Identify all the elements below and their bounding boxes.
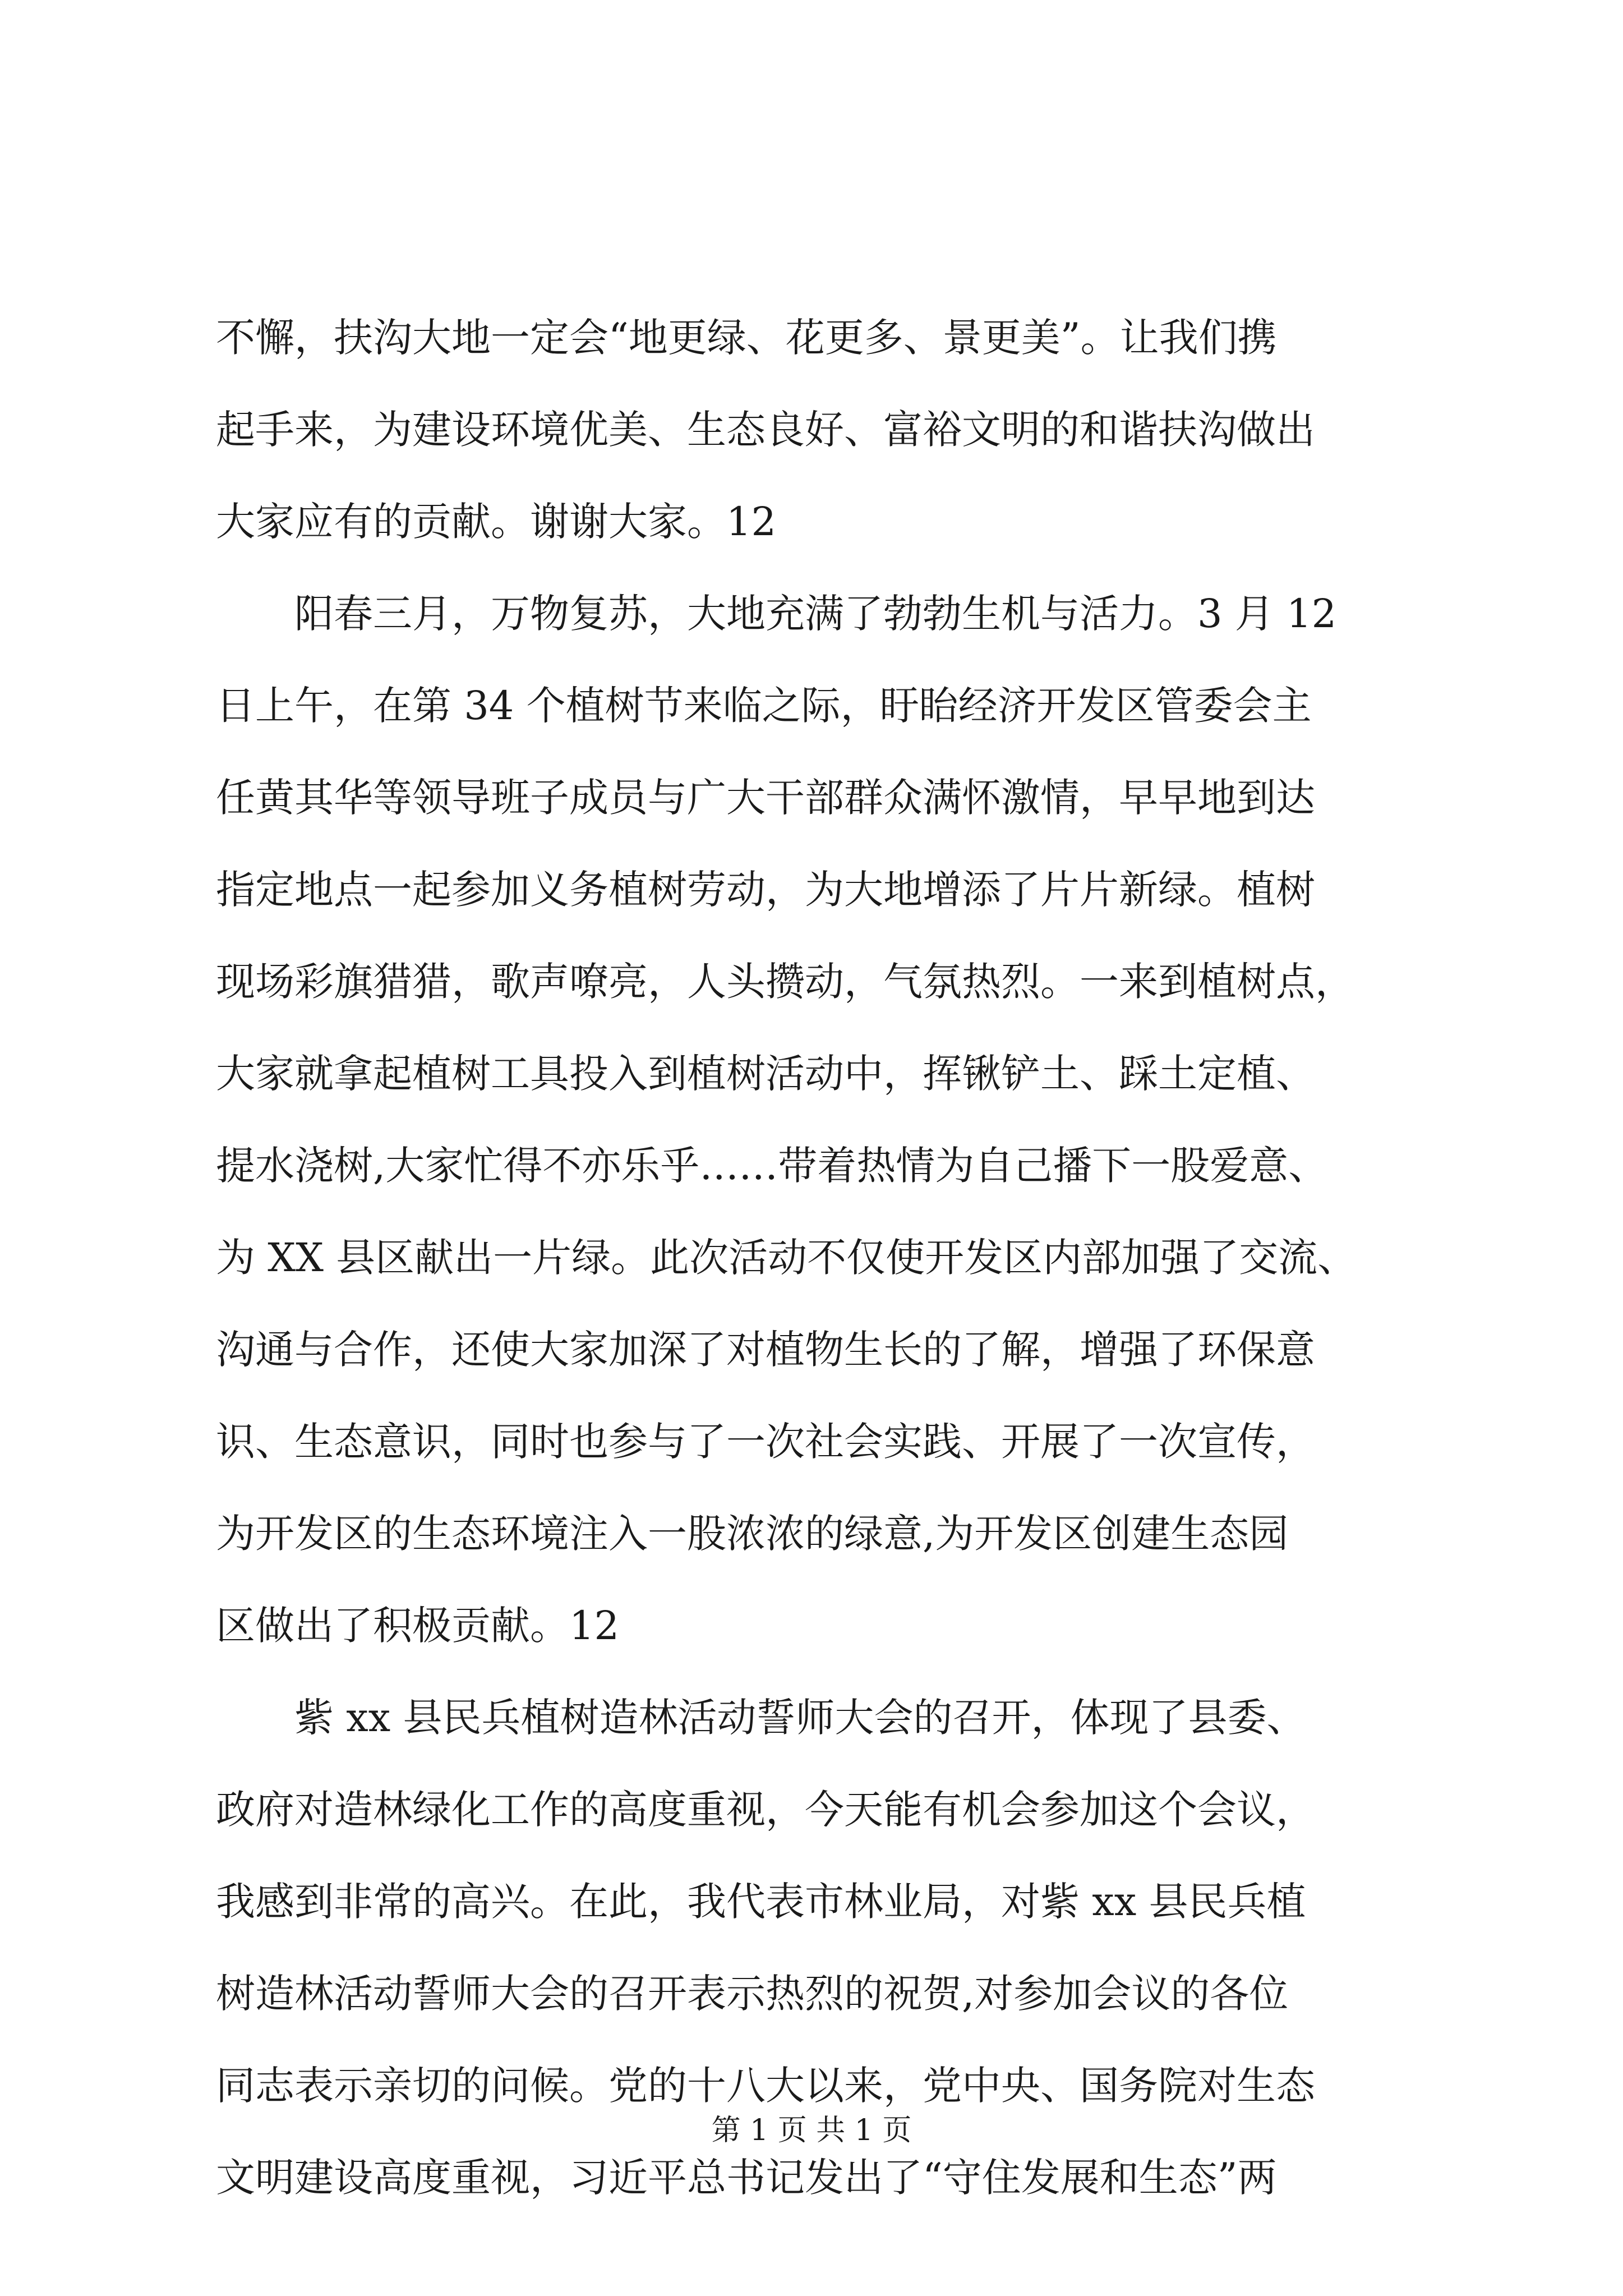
text-line: 现场彩旗猎猎，歌声嘹亮，人头攒动，气氛热烈。一来到植树点， [216,959,1354,1005]
text-line: 起手来，为建设环境优美、生态良好、富裕文明的和谐扶沟做出 [216,407,1315,453]
text-line: 沟通与合作，还使大家加深了对植物生长的了解，增强了环保意 [216,1327,1315,1373]
text-line: 我感到非常的高兴。在此，我代表市林业局，对紫 xx 县民兵植 [216,1879,1306,1925]
text-line: 为 XX 县区献出一片绿。此次活动不仅使开发区内部加强了交流、 [216,1235,1357,1281]
text-line: 大家应有的贡献。谢谢大家。12 [216,499,777,545]
document-body [216,292,1413,2224]
paragraph [216,292,1413,568]
text-line: 识、生态意识，同时也参与了一次社会实践、开展了一次宣传， [216,1419,1315,1465]
text-line: 提水浇树,大家忙得不亦乐乎……带着热情为自己播下一股爱意、 [216,1143,1328,1189]
text-line: 为开发区的生态环境注入一股浓浓的绿意,为开发区创建生态园 [216,1511,1289,1557]
text-line: 政府对造林绿化工作的高度重视，今天能有机会参加这个会议， [216,1787,1315,1833]
text-line: 指定地点一起参加义务植树劳动，为大地增添了片片新绿。植树 [216,867,1315,913]
paragraph [216,568,1413,1672]
page-footer: 第 1 页 共 1 页 [711,2114,912,2147]
text-line: 紫 xx 县民兵植树造林活动誓师大会的召开，体现了县委、 [294,1695,1306,1741]
text-line: 大家就拿起植树工具投入到植树活动中，挥锹铲土、踩土定植、 [216,1051,1315,1097]
text-line: 任黄其华等领导班子成员与广大干部群众满怀激情，早早地到达 [216,775,1315,821]
text-line: 文明建设高度重视，习近平总书记发出了“守住发展和生态”两 [216,2155,1277,2201]
text-line: 不懈，扶沟大地一定会“地更绿、花更多、景更美”。让我们携 [216,315,1277,361]
text-line: 日上午，在第 34 个植树节来临之际，盱眙经济开发区管委会主 [216,683,1312,729]
text-line: 树造林活动誓师大会的召开表示热烈的祝贺,对参加会议的各位 [216,1971,1289,2017]
text-line: 阳春三月，万物复苏，大地充满了勃勃生机与活力。3 月 12 [294,591,1337,637]
text-line: 同志表示亲切的问候。党的十八大以来，党中央、国务院对生态 [216,2063,1315,2109]
text-line: 区做出了积极贡献。12 [216,1603,620,1649]
